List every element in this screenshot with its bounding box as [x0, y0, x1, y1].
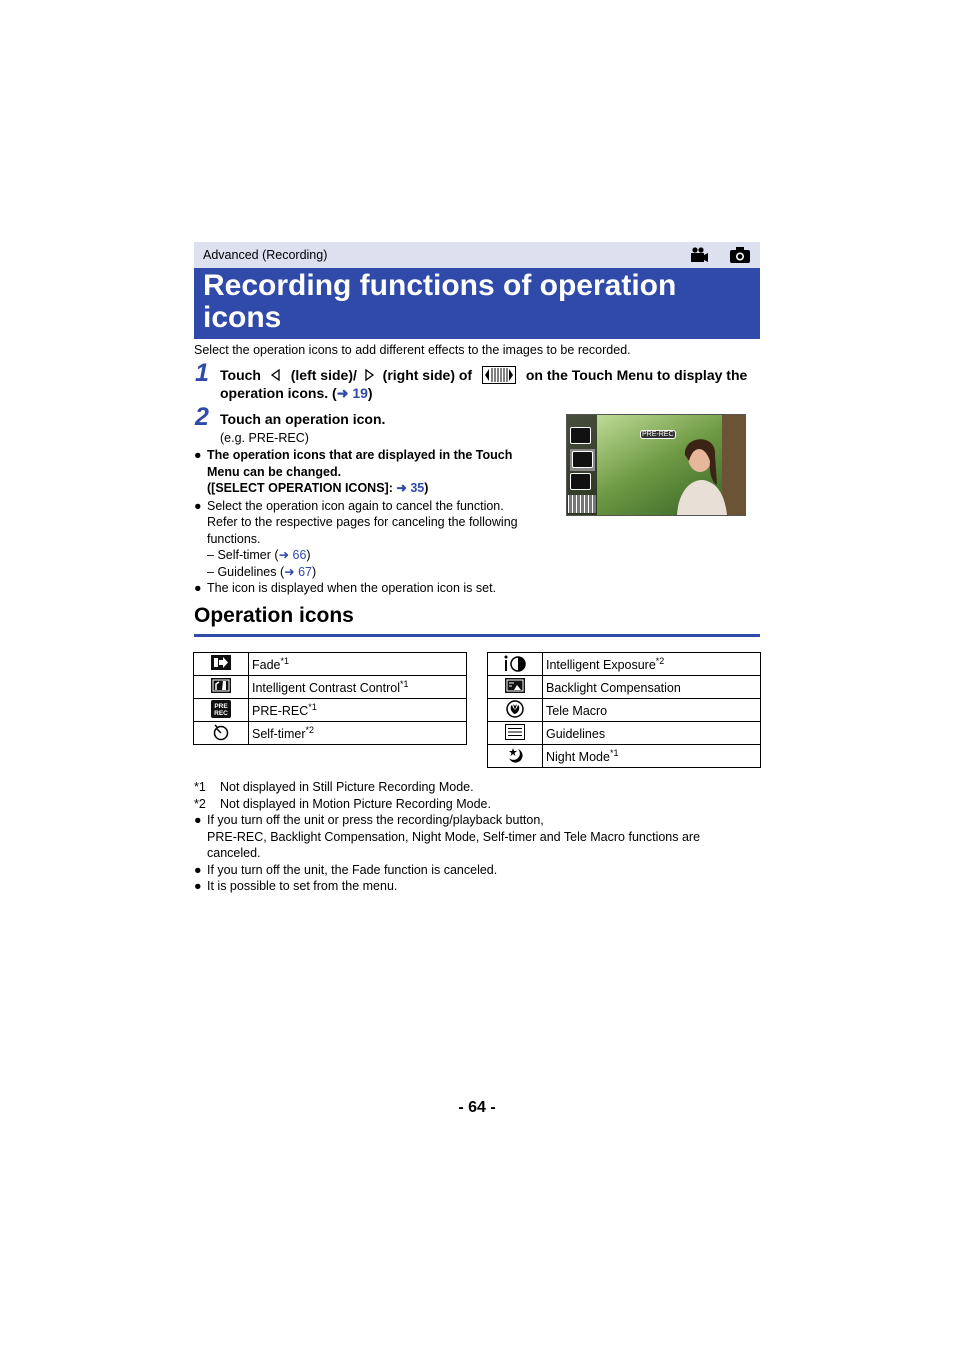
tele-macro-icon	[506, 700, 524, 718]
pre-rec-icon	[211, 700, 231, 718]
page-number: - 64 -	[458, 1099, 496, 1116]
step-1-touch: Touch	[220, 367, 261, 383]
page-link-66[interactable]: ➜ 66	[278, 548, 307, 562]
pre-rec-badge: PRE-REC	[642, 431, 674, 438]
right-icon-table	[487, 652, 761, 768]
table-row: Guidelines	[488, 722, 761, 745]
page-link-35[interactable]: ➜ 35	[396, 481, 425, 495]
table-row: Intelligent Exposure$^{*2}$	[488, 653, 761, 676]
svg-text:PRE: PRE	[214, 702, 228, 710]
still-picture-mode-icon	[729, 246, 751, 264]
left-triangle-icon	[269, 369, 283, 381]
step-1-line2: operation icons. (	[220, 385, 337, 401]
table-row: Night Mode$^{*1}$	[488, 745, 761, 768]
step-1-rest: on the Touch Menu to display the	[525, 367, 748, 383]
step-2-text: Touch an operation icon.	[220, 411, 386, 427]
footnotes: *1 Not displayed in Still Picture Recording Mode. *2 Not displayed in Motion Picture Recording Mode. ● If you turn off the unit or press the recording/playback button, PRE-REC, Backlight Compensation, Night Mode, Self-timer and Tele Macro functions are canceled. ● If you turn off the unit, the Fade function is canceled. ● It is possible to set from the menu.	[194, 780, 701, 893]
step-1-text: Touch (left side)/ (right side) of on the Touch Menu to display the operation icons. (➜ 19)	[220, 367, 748, 401]
backlight-compensation-icon	[505, 678, 525, 693]
motion-picture-mode-icon	[688, 246, 710, 264]
step-2-example: (e.g. PRE-REC)	[220, 431, 309, 445]
night-mode-icon	[506, 746, 524, 764]
left-icon-table	[193, 652, 467, 745]
table-row: Tele Macro	[488, 699, 761, 722]
intelligent-exposure-icon	[503, 654, 527, 672]
guidelines-icon	[505, 724, 525, 740]
thumb-pre-rec-icon	[570, 449, 595, 471]
intelligent-contrast-icon	[211, 678, 231, 693]
table-row: Backlight Compensation	[488, 676, 761, 699]
table-row: Intelligent Contrast Control$^{*1}$	[194, 676, 467, 699]
step-1-number: 1	[195, 359, 209, 387]
self-timer-icon	[211, 723, 231, 741]
page-link-67[interactable]: ➜ 67	[284, 564, 312, 579]
step-2-bullets: ● The operation icons that are displayed in the Touch Menu can be changed. ([SELECT OPERATION ICONS]: ➜ 35) ● Select the operation icon again to cancel the function. Refer to the respective pages for canceling the following functions. – Self-timer (➜ 66) – Guidelines (➜ 67) ● The icon is displayed when the operation icon is set.	[194, 448, 518, 595]
page-title: Recording functions of operation icons	[203, 269, 677, 334]
camera-screen-example	[566, 414, 746, 516]
table-row: Fade$^{*1}$	[194, 653, 467, 676]
step-2-number: 2	[195, 403, 209, 431]
right-triangle-icon	[364, 369, 376, 381]
thumb-backlight-icon	[570, 473, 591, 491]
step-1-left-side: (left side)/	[290, 367, 357, 383]
fade-icon	[211, 655, 231, 670]
svg-text:REC: REC	[214, 709, 228, 717]
table-row: Self-timer$^{*2}$	[194, 722, 467, 745]
touch-menu-tab-icon	[482, 366, 516, 384]
heading-rule	[194, 634, 760, 637]
section-label: Advanced (Recording)	[203, 248, 328, 262]
table-row: PRE REC PRE-REC$^{*1}$	[194, 699, 467, 722]
intro-text: Select the operation icons to add different effects to the images to be recorded.	[194, 343, 631, 357]
thumb-fade-icon	[570, 427, 591, 445]
step-1-right-side: (right side) of	[382, 367, 473, 383]
thumb-menu-tab	[568, 495, 596, 513]
operation-icons-heading: Operation icons	[194, 604, 354, 627]
page-link-19[interactable]: ➜ 19	[336, 385, 368, 401]
